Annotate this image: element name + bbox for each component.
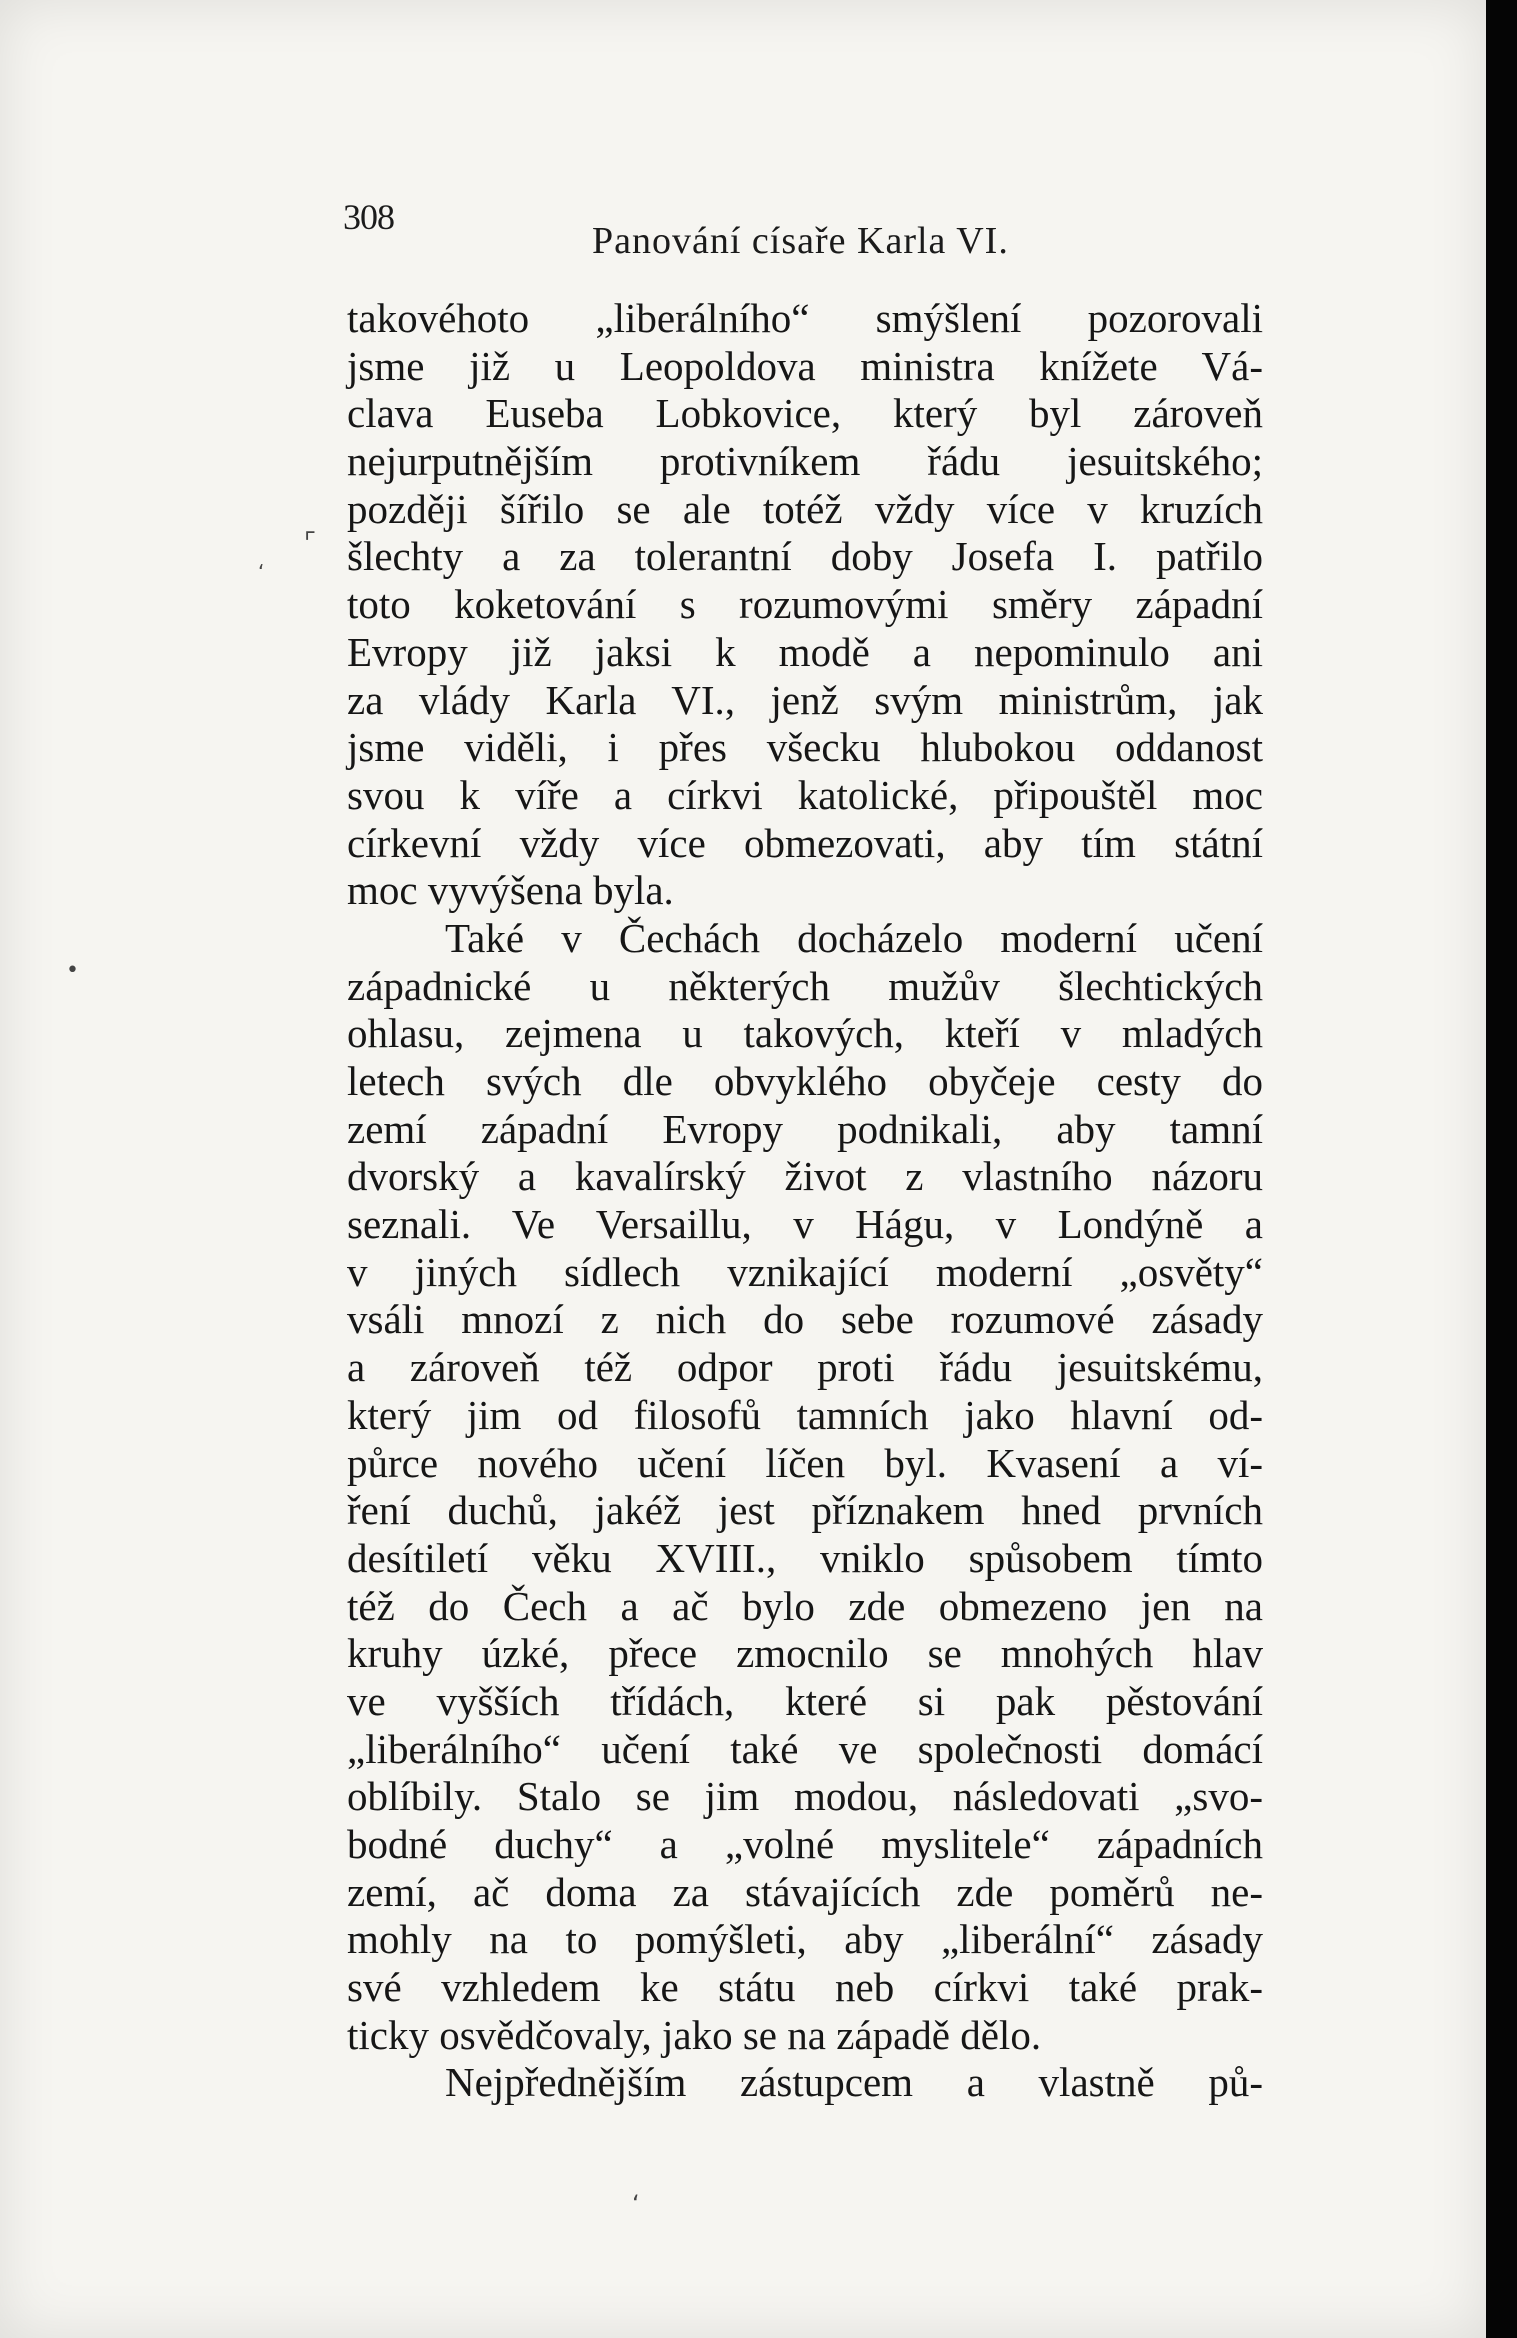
text-line: též do Čech a ač bylo zde obmezeno jen na [347, 1582, 1263, 1629]
text-line: církevní vždy více obmezovati, aby tím státní [347, 819, 1263, 866]
text-line: za vlády Karla VI., jenž svým ministrům, jak [347, 676, 1263, 723]
text-line: dvorský a kavalírský život z vlastního názoru [347, 1153, 1263, 1200]
text-line: který jim od filosofů tamních jako hlavní od- [347, 1391, 1263, 1438]
page-number: 308 [343, 197, 394, 237]
text-line: letech svých dle obvyklého obyčeje cesty do [347, 1058, 1263, 1104]
text-line: clava Euseba Lobkovice, který byl zároveň [347, 390, 1263, 437]
running-title: Panování císaře Karla VI. [592, 220, 1009, 262]
text-line: půrce nového učení líčen byl. Kvasení a ví- [347, 1439, 1263, 1486]
text-line: ření duchů, jakéž jest příznakem hned prvních [347, 1487, 1263, 1534]
text-line: nejurputnějším protivníkem řádu jesuitského; [347, 438, 1263, 485]
text-line: později šířilo se ale totéž vždy více v kruzích [347, 485, 1263, 532]
text-line: a zároveň též odpor proti řádu jesuitskému, [347, 1344, 1263, 1391]
text-line: západnické u některých mužův šlechtických [347, 962, 1263, 1009]
text-line: toto koketování s rozumovými směry západní [347, 581, 1263, 628]
text-line: vsáli mnozí z nich do sebe rozumové zásady [347, 1296, 1263, 1343]
scan-edge-shadow [1486, 0, 1517, 2338]
paragraph-start-line: Také v Čechách docházelo moderní učení [445, 914, 1263, 961]
paragraph-end-line: ticky osvědčovaly, jako se na západě dělo. [347, 2011, 1042, 2058]
text-line: kruhy úzké, přece zmocnilo se mnohých hlav [347, 1630, 1263, 1677]
scan-speck-mark: ⌜ [304, 528, 317, 558]
text-line: takovéhoto „liberálního“ smýšlení pozorovali [347, 295, 1263, 341]
text-line: svou k víře a církvi katolické, připouštěl moc [347, 771, 1263, 818]
body-text [347, 295, 1263, 2107]
text-line: jsme viděli, i přes všecku hlubokou oddanost [347, 724, 1263, 771]
text-line: zemí západní Evropy podnikali, aby tamní [347, 1105, 1263, 1152]
text-line: Evropy již jaksi k modě a nepominulo ani [347, 628, 1263, 675]
text-line: ve vyšších třídách, které si pak pěstování [347, 1677, 1263, 1724]
text-line: „liberálního“ učení také ve společnosti domácí [347, 1725, 1263, 1772]
scan-speck-dot: • [66, 958, 79, 983]
text-line: své vzhledem ke státu neb církvi také prak- [347, 1964, 1263, 2011]
text-line: zemí, ač doma za stávajících zde poměrů ne- [347, 1868, 1263, 1915]
text-line: jsme již u Leopoldova ministra knížete Vá- [347, 342, 1263, 389]
text-line: oblíbily. Stalo se jim modou, následovati „svo- [347, 1773, 1263, 1820]
text-line: v jiných sídlech vznikající moderní „osvěty“ [347, 1248, 1263, 1295]
paragraph-end-line: moc vyvýšena byla. [347, 867, 674, 914]
text-line: desítiletí věku XVIII., vniklo spůsobem tímto [347, 1534, 1263, 1581]
text-line: seznali. Ve Versaillu, v Hágu, v Londýně a [347, 1201, 1263, 1248]
scan-speck-dot: ‘ [258, 560, 265, 584]
scan-speck-mark: ‘ [632, 2190, 640, 2218]
text-line: bodné duchy“ a „volné myslitele“ západních [347, 1821, 1263, 1867]
text-line: ohlasu, zejmena u takových, kteří v mladých [347, 1010, 1263, 1057]
text-line: šlechty a za tolerantní doby Josefa I. patřilo [347, 533, 1263, 580]
paragraph-start-line: Nejpřednějším zástupcem a vlastně pů- [445, 2059, 1263, 2106]
text-line: mohly na to pomýšleti, aby „liberální“ zásady [347, 1916, 1263, 1963]
